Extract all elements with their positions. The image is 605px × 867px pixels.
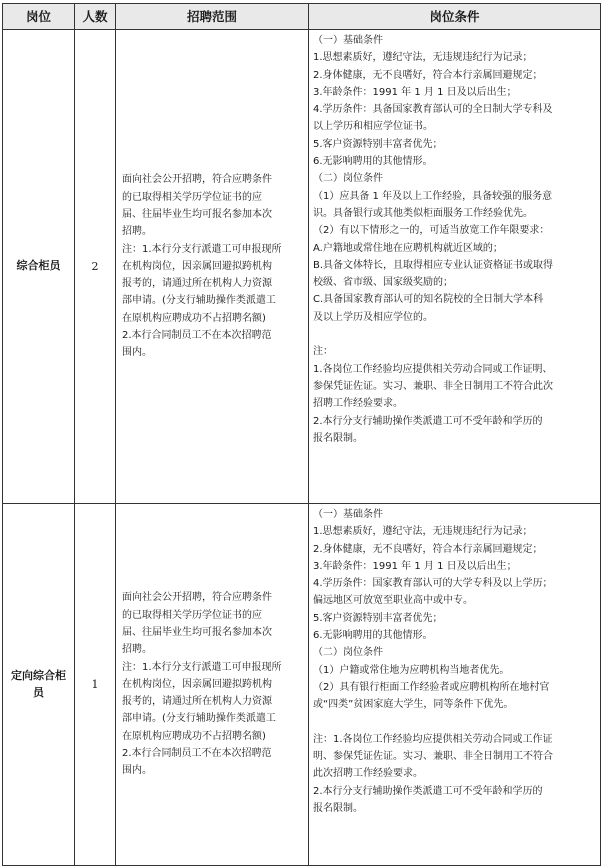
header-position: 岗位 [3, 4, 75, 30]
cell-conditions [309, 30, 601, 504]
job-table [2, 3, 601, 866]
cell-conditions [309, 504, 601, 866]
cell-position: 定向综合柜员 [3, 504, 75, 866]
scope-line: 届、往届毕业生均可报名参加本次 [122, 208, 272, 220]
scope-line: 注：1.本行分支行派遣工可申报现所 [122, 243, 282, 255]
scope-line: 的已取得相关学历学位证书的应 [122, 609, 262, 621]
scope-line: 届、往届毕业生均可报名参加本次 [122, 626, 272, 638]
condition-line: 及以上学历及相应学位的。 [313, 311, 433, 323]
condition-line: 以上学历和相应学位证书。 [313, 121, 433, 133]
condition-line: 偏远地区可放宽至职业高中或中专。 [313, 595, 473, 607]
header-row [3, 4, 601, 30]
cell-scope [116, 504, 309, 866]
condition-line: 明、参保凭证佐证。实习、兼职、非全日制用工不符合 [313, 751, 553, 763]
condition-line: B.具备文体特长，且取得相应专业认证资格证书或取得 [313, 259, 554, 271]
condition-line: 1.思想素质好，遵纪守法，无违规违纪行为记录； [313, 526, 533, 538]
condition-line: 此次招聘工作经验要求。 [313, 768, 423, 780]
condition-line: 6.无影响聘用的其他情形。 [313, 156, 433, 168]
condition-line: 5.客户资源特别丰富者优先； [313, 612, 443, 624]
cell-count: 2 [75, 30, 116, 504]
condition-line: （二）岗位条件 [313, 173, 383, 185]
condition-line: 报名限制。 [313, 803, 363, 815]
header-count: 人数 [75, 4, 116, 30]
scope-line: 报考的，请通过所在机构人力资源 [122, 696, 272, 708]
condition-line: （二）岗位条件 [313, 647, 383, 659]
table-row [3, 30, 601, 504]
scope-line: 在机构岗位，因亲属回避拟跨机构 [122, 260, 272, 272]
condition-line [313, 714, 596, 731]
scope-line: 2.本行合同制员工不在本次招聘范 [122, 330, 272, 342]
condition-line: 2.本行分支行辅助操作类派遣工可不受年龄和学历的 [313, 415, 543, 427]
condition-line: 或“四类”贫困家庭大学生，同等条件下优先。 [313, 699, 514, 711]
condition-line: （1）应具备 1 年及以上工作经验，具备较强的服务意 [313, 190, 553, 202]
header-scope: 招聘范围 [116, 4, 309, 30]
condition-line: 报名限制。 [313, 432, 363, 444]
condition-line: 2.身体健康，无不良嗜好，符合本行亲属回避规定； [313, 69, 543, 81]
scope-line: 部申请。(分支行辅助操作类派遣工 [122, 295, 276, 307]
scope-line: 招聘。 [122, 644, 152, 656]
scope-line: 面向社会公开招聘，符合应聘条件 [122, 174, 272, 186]
condition-line: 3.年龄条件：1991 年 1 月 1 日及以后出生； [313, 560, 517, 572]
scope-line: 注：1.本行分支行派遣工可申报现所 [122, 661, 282, 673]
header-conditions: 岗位条件 [309, 4, 601, 30]
scope-line: 的已取得相关学历学位证书的应 [122, 191, 262, 203]
condition-line: （1）户籍或常住地为应聘机构当地者优先。 [313, 664, 510, 676]
condition-line: 1.各岗位工作经验均应提供相关劳动合同或工作证明、 [313, 363, 553, 375]
scope-line: 报考的，请通过所在机构人力资源 [122, 278, 272, 290]
scope-line: 招聘。 [122, 226, 152, 238]
condition-line: （2）具有银行柜面工作经验者或应聘机构所在地村官 [313, 681, 550, 693]
condition-line: 1.思想素质好，遵纪守法，无违规违纪行为记录； [313, 52, 533, 64]
scope-line: 围内。 [122, 347, 152, 359]
condition-line: 识。具备银行或其他类似柜面服务工作经验优先。 [313, 207, 533, 219]
condition-line: （2）有以下情形之一的，可适当放宽工作年限要求： [313, 225, 550, 237]
condition-line: 注：1.各岗位工作经验均应提供相关劳动合同或工作证 [313, 733, 553, 745]
condition-line: C.具备国家教育部认可的知名院校的全日制大学本科 [313, 294, 544, 306]
condition-line: 参保凭证佐证。实习、兼职、非全日制用工不符合此次 [313, 380, 553, 392]
condition-line: 注： [313, 346, 333, 358]
condition-line [313, 326, 596, 343]
scope-line: 2.本行合同制员工不在本次招聘范 [122, 748, 272, 760]
condition-line: 2.身体健康，无不良嗜好，符合本行亲属回避规定； [313, 543, 543, 555]
condition-line: 4.学历条件：国家教育部认可的大学专科及以上学历； [313, 578, 553, 590]
scope-line: 在机构岗位，因亲属回避拟跨机构 [122, 678, 272, 690]
condition-line: 4.学历条件：具备国家教育部认可的全日制大学专科及 [313, 104, 553, 116]
scope-line: 面向社会公开招聘，符合应聘条件 [122, 592, 272, 604]
condition-line: （一）基础条件 [313, 509, 383, 520]
scope-line: 部申请。(分支行辅助操作类派遣工 [122, 713, 276, 725]
table-row [3, 504, 601, 866]
condition-line: A.户籍地或常住地在应聘机构就近区域的； [313, 242, 503, 254]
condition-line: 招聘工作经验要求。 [313, 398, 403, 410]
scope-line: 围内。 [122, 765, 152, 777]
cell-position: 综合柜员 [3, 30, 75, 504]
condition-line: 5.客户资源特别丰富者优先； [313, 138, 443, 150]
condition-line: 2.本行分支行辅助操作类派遣工可不受年龄和学历的 [313, 785, 543, 797]
scope-line: 在原机构应聘成功不占招聘名额) [122, 730, 266, 742]
scope-line: 在原机构应聘成功不占招聘名额) [122, 312, 266, 324]
cell-count: 1 [75, 504, 116, 866]
condition-line: 6.无影响聘用的其他情形。 [313, 630, 433, 642]
condition-line: 校级、省市级、国家级奖励的； [313, 277, 453, 289]
condition-line: 3.年龄条件：1991 年 1 月 1 日及以后出生； [313, 86, 517, 98]
cell-scope [116, 30, 309, 504]
condition-line: （一）基础条件 [313, 35, 383, 46]
